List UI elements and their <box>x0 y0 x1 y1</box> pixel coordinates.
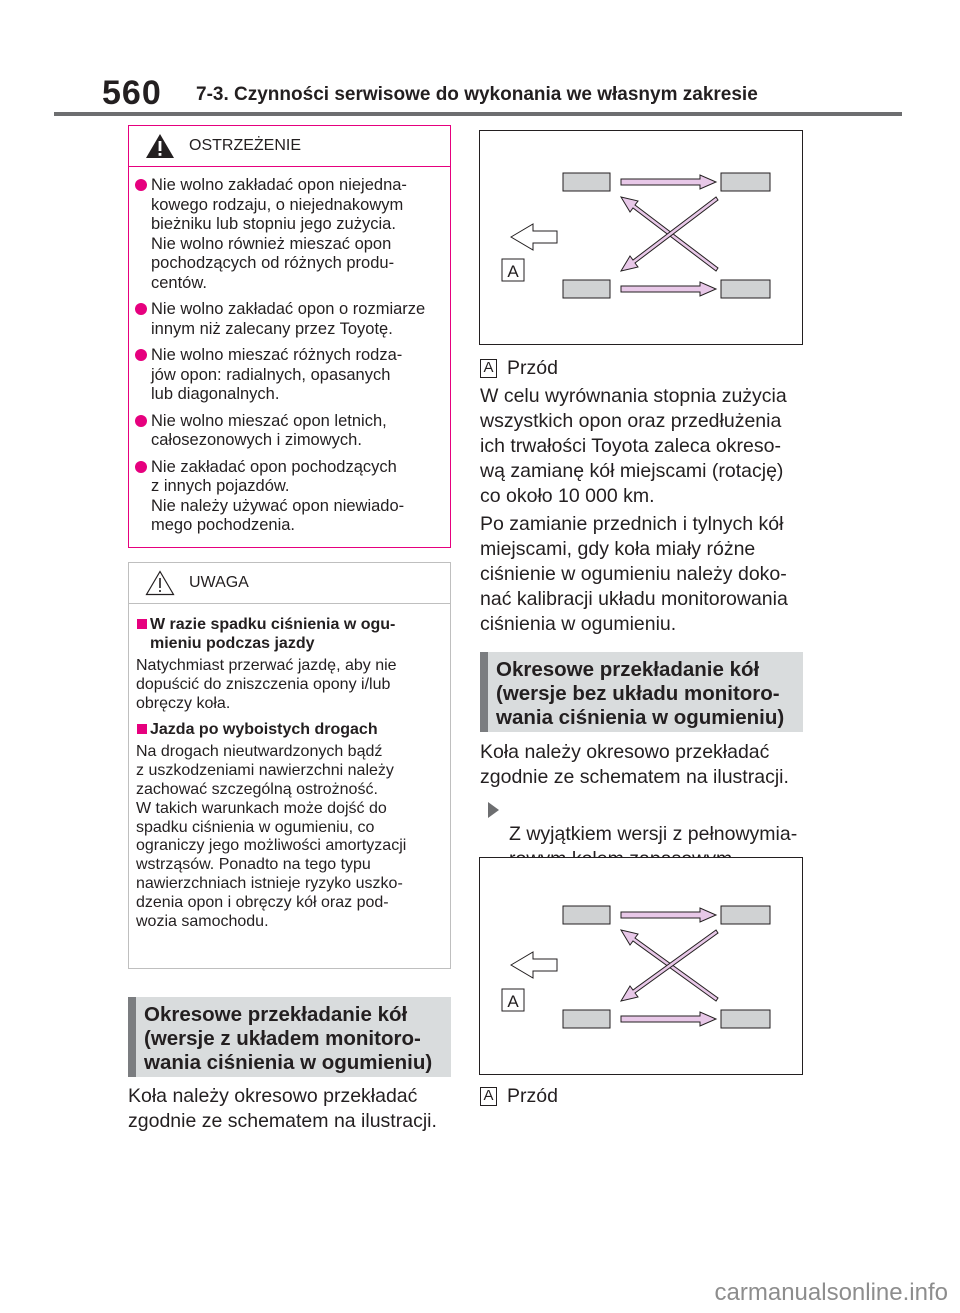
chapter-title: 7-3. Czynności serwisowe do wykonania we własnym zakresie <box>196 84 758 105</box>
tire-front-left <box>563 173 610 191</box>
header-divider <box>54 112 902 116</box>
page-number: 560 <box>102 74 162 112</box>
tire-rear-left <box>721 173 770 191</box>
square-bullet-icon <box>137 724 147 734</box>
rotation-arrow-bottom <box>621 1012 716 1026</box>
triangle-bullet-icon <box>488 802 499 818</box>
exception-bullet: Z wyjątkiem wersji z pełnowymia- <box>480 797 849 872</box>
warning-header <box>129 126 450 167</box>
rotation-diagram <box>479 857 803 1075</box>
notice-section-heading: Jazda po wyboistych drogach <box>136 720 444 739</box>
caution-triangle-icon <box>145 570 175 596</box>
label-a: A <box>507 262 519 281</box>
legend-text: Przód <box>507 357 558 379</box>
rotation-diagram <box>479 130 803 345</box>
front-direction-arrow-icon <box>511 224 557 250</box>
tire-rear-right <box>721 1010 770 1028</box>
legend-text: Przód <box>507 1085 558 1107</box>
label-a: A <box>507 992 519 1011</box>
rotation-arrow-bottom <box>621 282 716 296</box>
warning-item: Nie zakładać opon pochodzących z innych pojazdów. Nie należy używać opon niewiado- mego pochodzenia. <box>135 458 442 536</box>
tire-front-right <box>563 280 610 298</box>
square-bullet-icon <box>137 619 147 629</box>
notice-title: UWAGA <box>189 574 249 591</box>
notice-box <box>128 562 451 969</box>
notice-section-text: Na drogach nieutwardzonych bądź z uszkodzeniami nawierzchni należy zachować szczególną ostrożność. W takich warunkach może dojść do spadku ciśnienia w ogumieniu, co ograniczy jego możliwości amortyzacji wstrząsów. Ponadto na tego typu nawierzchniach istnieje ryzyko uszko- dzenia opon i obręczy kół oraz pod- wozia samochodu. <box>136 743 407 930</box>
rotation-diagram-svg <box>480 858 802 1074</box>
bullet-dot-icon <box>135 415 147 427</box>
notice-header <box>129 563 450 604</box>
legend-label-a: A <box>480 359 497 378</box>
rotation-arrow-top <box>621 908 716 922</box>
diagram-legend <box>480 1084 558 1108</box>
section-text-without-tpms: Koła należy okresowo przekładać zgodnie ze schematem na ilustracji. <box>480 741 789 788</box>
watermark: carmanualsonline.info <box>714 1279 948 1306</box>
warning-item: Nie wolno mieszać różnych rodza- jów opon: radialnych, opasanych lub diagonalnych. <box>135 346 442 405</box>
section-text-with-tpms: Koła należy okresowo przekładać zgodnie ze schematem na ilustracji. <box>128 1085 437 1132</box>
bullet-dot-icon <box>135 179 147 191</box>
warning-item: Nie wolno zakładać opon o rozmiarze innym niż zalecany przez Toyotę. <box>135 300 442 339</box>
calibration-text: Po zamianie przednich i tylnych kół miejscami, gdy koła miały różne ciśnienie w ogumieniu należy doko- nać kalibracji układu monitorowania ciśnienia w ogumieniu. <box>480 513 788 635</box>
notice-section-text: Natychmiast przerwać jazdę, aby nie dopuścić do zniszczenia opony i/lub obręczy koła. <box>136 657 397 712</box>
warning-box <box>128 125 451 548</box>
section-heading-with-tpms: Okresowe przekładanie kół (wersje z układem monitoro- wania ciśnienia w ogumieniu) <box>128 997 451 1077</box>
warning-triangle-icon <box>145 133 175 159</box>
bullet-dot-icon <box>135 461 147 473</box>
legend-label-a: A <box>480 1087 497 1106</box>
bullet-dot-icon <box>135 349 147 361</box>
rotation-arrow-top <box>621 175 716 189</box>
warning-item: Nie wolno mieszać opon letnich, całosezonowych i zimowych. <box>135 412 442 451</box>
front-direction-arrow-icon <box>511 952 557 978</box>
bullet-dot-icon <box>135 303 147 315</box>
warning-item: Nie wolno zakładać opon niejedna- kowego rodzaju, o niejednakowym bieżniku lub stopniu jego zużycia. Nie wolno również mieszać opon pochodzących od różnych produ- centów. <box>135 176 442 293</box>
tire-front-left <box>563 906 610 924</box>
section-heading-without-tpms: Okresowe przekładanie kół (wersje bez układu monitoro- wania ciśnienia w ogumieniu) <box>480 652 803 732</box>
diagram-legend <box>480 356 558 380</box>
notice-section-heading: W razie spadku ciśnienia w ogu- mieniu podczas jazdy <box>136 615 444 653</box>
rotation-intro-text: W celu wyrównania stopnia zużycia wszystkich opon oraz przedłużenia ich trwałości Toyota zaleca okreso- wą zamianę kół miejscami (rotację) co około 10 000 km. <box>480 385 787 507</box>
tire-rear-right <box>721 280 770 298</box>
warning-title: OSTRZEŻENIE <box>189 137 302 154</box>
rotation-diagram-svg <box>480 131 802 344</box>
tire-rear-left <box>721 906 770 924</box>
tire-front-right <box>563 1010 610 1028</box>
